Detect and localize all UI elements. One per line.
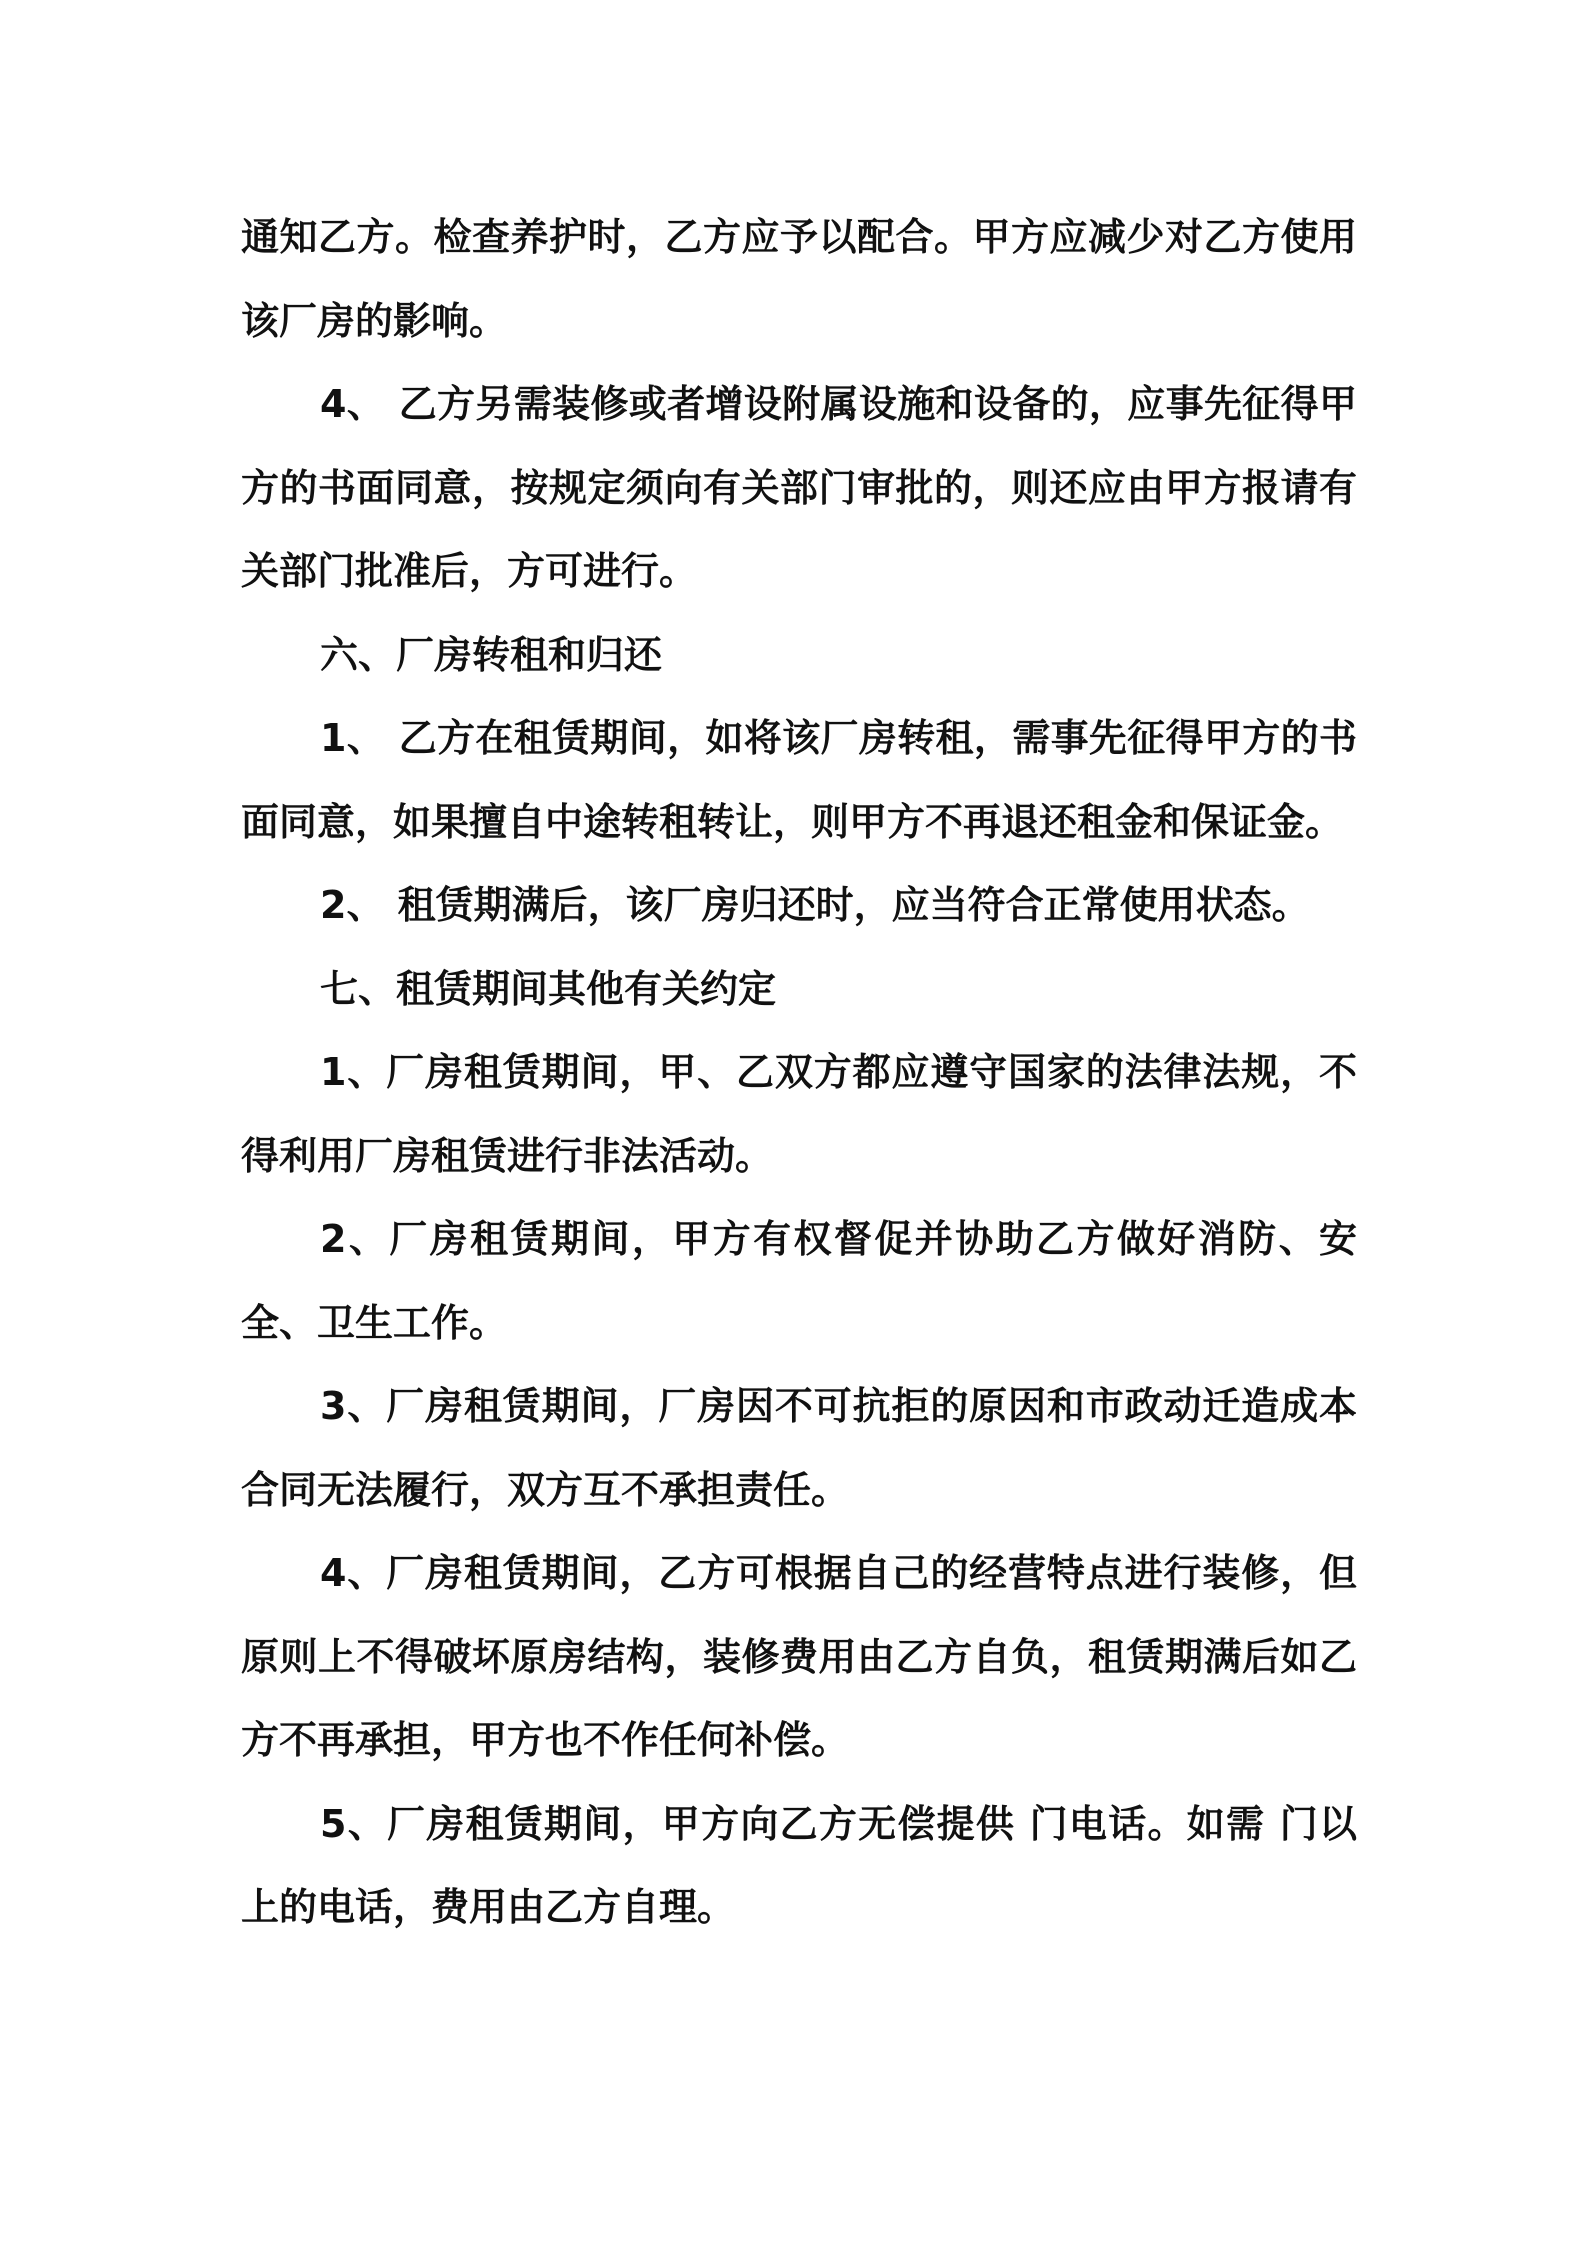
paragraph-clause-7-4: 4、厂房租赁期间，乙方可根据自己的经营特点进行装修，但原则上不得破坏原房结构，装修费用由乙方自负，租赁期满后如乙方不再承担，甲方也不作任何补偿。 — [241, 1551, 1357, 1762]
paragraph-clause-7-5: 5、厂房租赁期间，甲方向乙方无偿提供 门电话。如需 门以上的电话，费用由乙方自理。 — [241, 1801, 1357, 1929]
paragraph-clause-5-4: 4、 乙方另需装修或者增设附属设施和设备的，应事先征得甲方的书面同意，按规定须向有关部门审批的，则还应由甲方报请有关部门批准后，方可进行。 — [241, 382, 1357, 593]
paragraph-clause-6-1: 1、 乙方在租赁期间，如将该厂房转租，需事先征得甲方的书面同意，如果擅自中途转租转让，则甲方不再退还租金和保证金。 — [241, 716, 1357, 844]
paragraph-clause-6-2: 2、 租赁期满后，该厂房归还时，应当符合正常使用状态。 — [320, 883, 1310, 927]
paragraph-clause-7-2: 2、厂房租赁期间，甲方有权督促并协助乙方做好消防、安全、卫生工作。 — [241, 1217, 1357, 1345]
paragraph-continuation: 通知乙方。检查养护时，乙方应予以配合。甲方应减少对乙方使用该厂房的影响。 — [241, 215, 1357, 343]
section-heading-7: 七、租赁期间其他有关约定 — [320, 966, 777, 1011]
paragraph-clause-7-1: 1、厂房租赁期间，甲、乙双方都应遵守国家的法律法规，不得利用厂房租赁进行非法活动。 — [241, 1050, 1357, 1178]
document-body — [241, 196, 1357, 1950]
section-heading-6: 六、厂房转租和归还 — [320, 632, 663, 677]
paragraph-clause-7-3: 3、厂房租赁期间，厂房因不可抗拒的原因和市政动迁造成本合同无法履行，双方互不承担责任。 — [241, 1384, 1357, 1512]
